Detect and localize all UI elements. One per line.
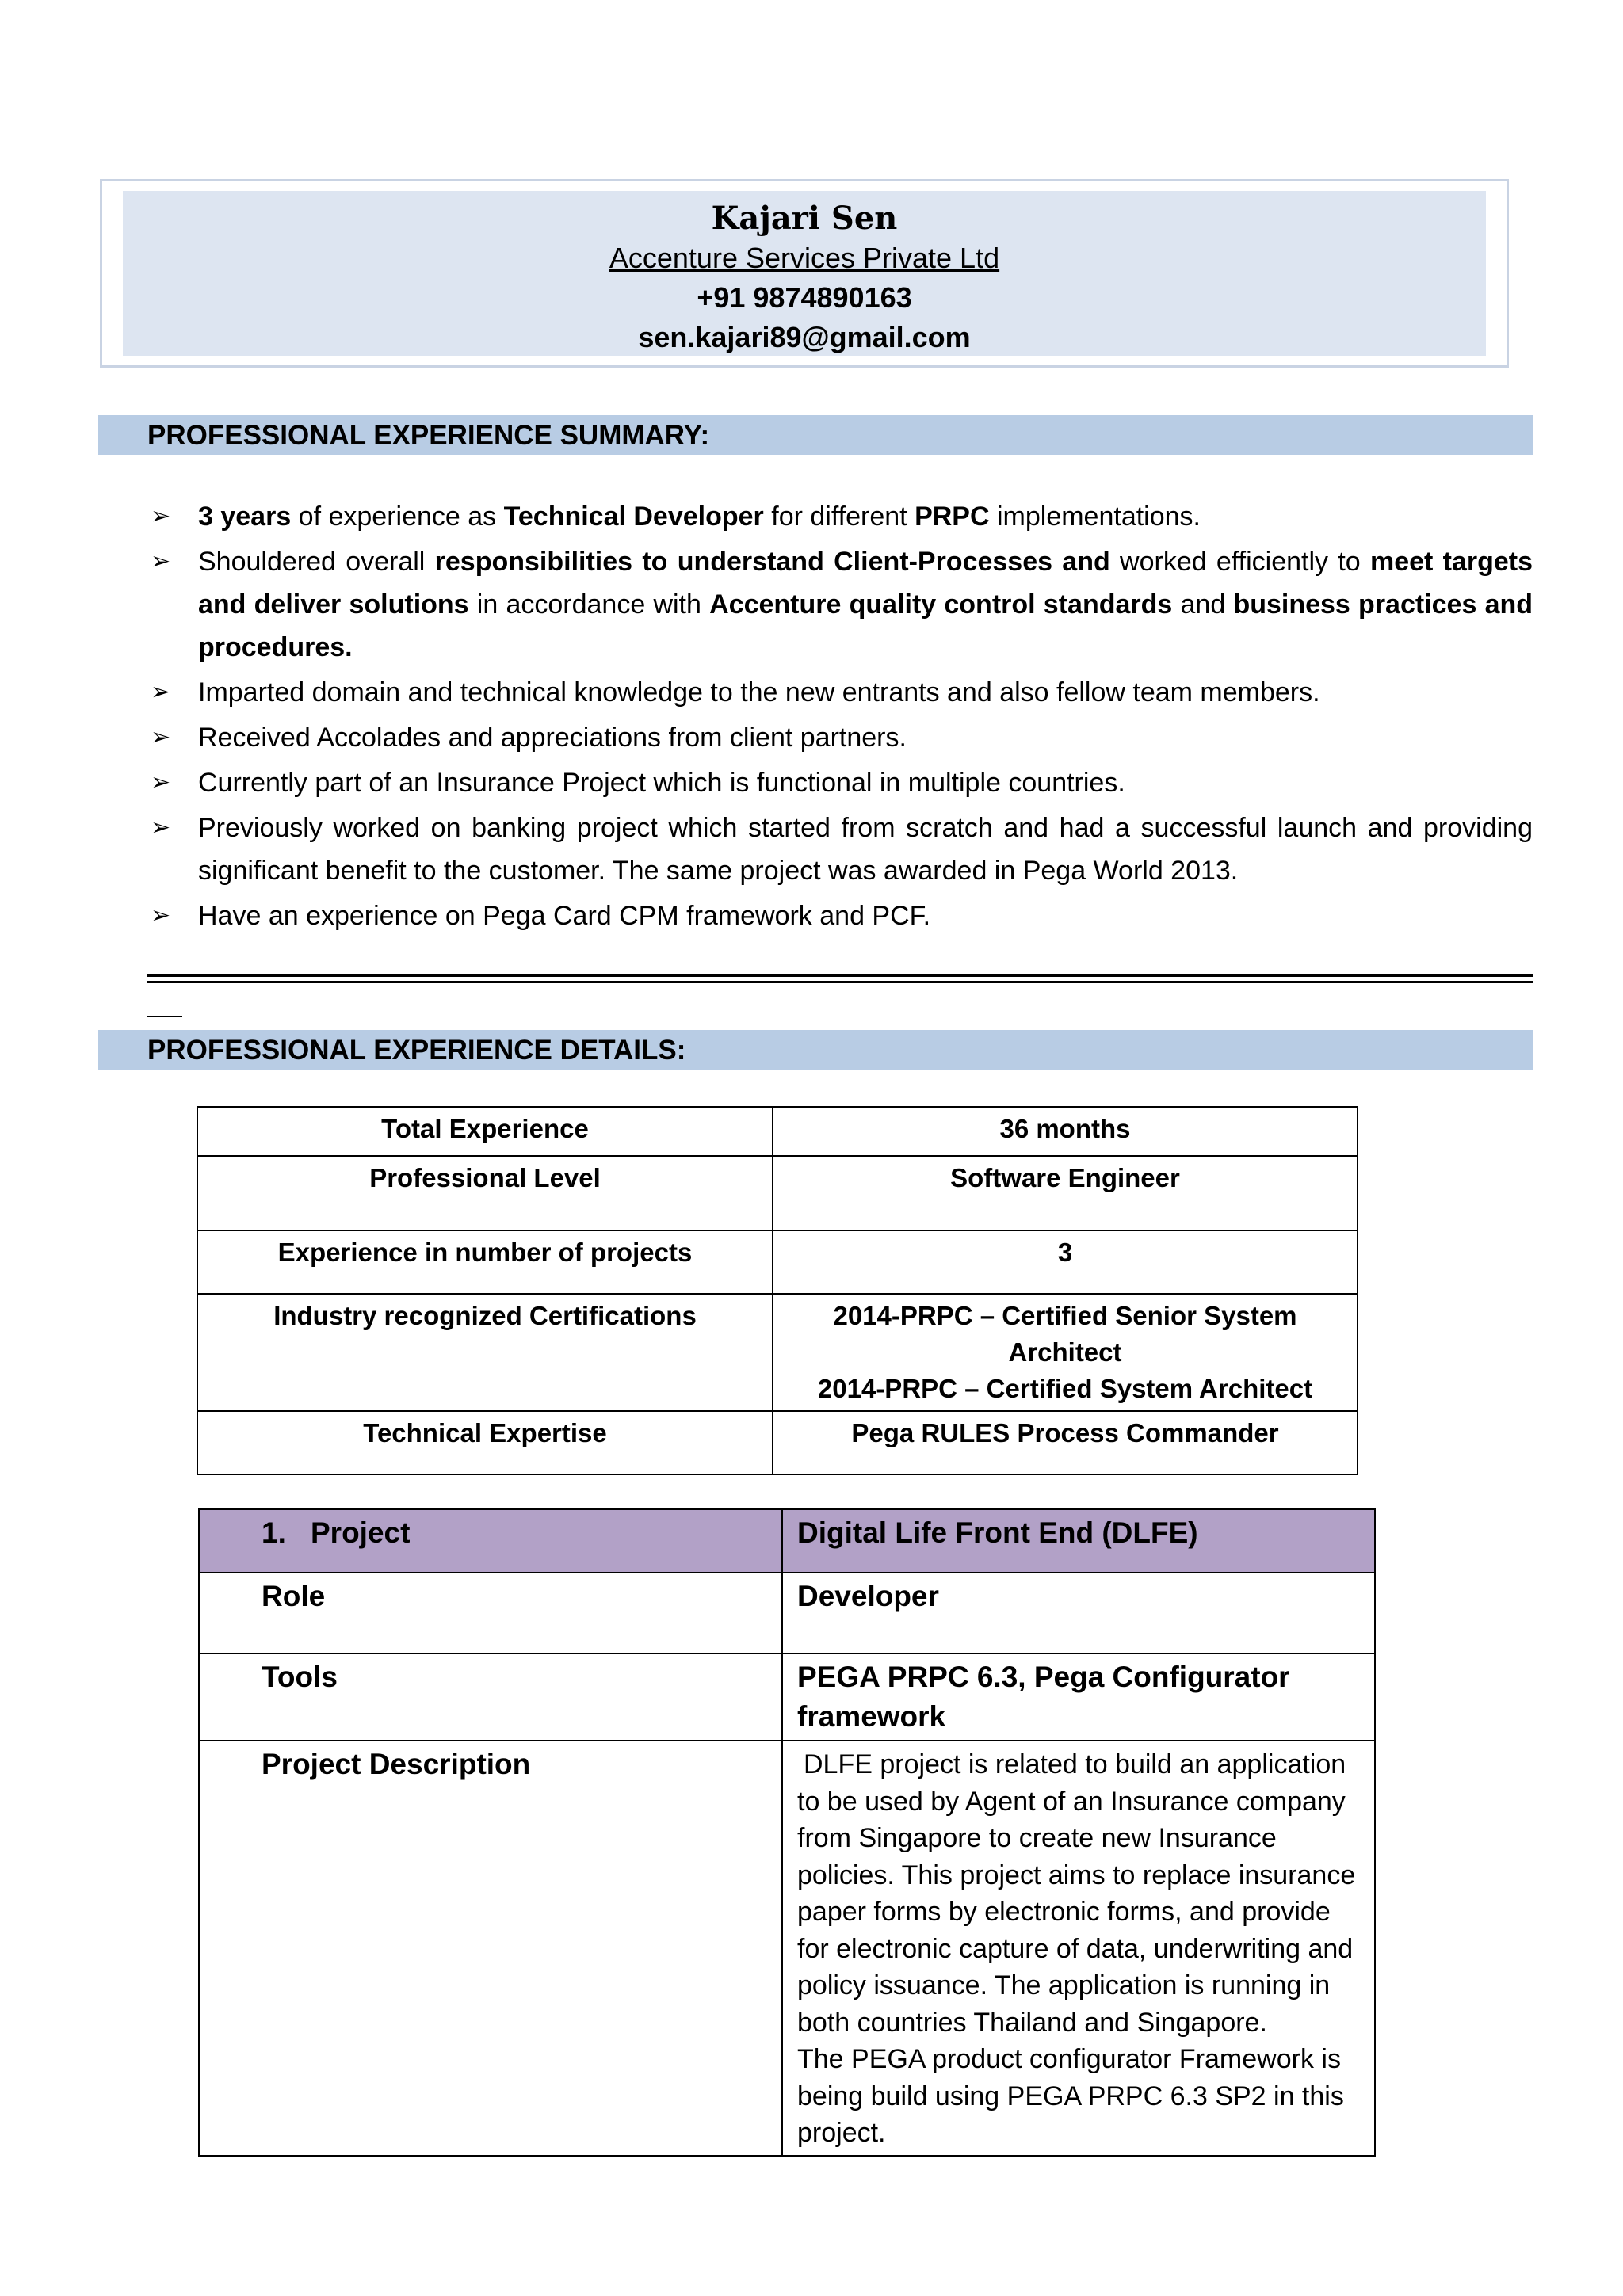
summary-section-bar xyxy=(98,415,1533,455)
project-name: Digital Life Front End (DLFE) xyxy=(782,1509,1375,1573)
table-cell-label: Industry recognized Certifications xyxy=(197,1294,773,1411)
contact-header-inner xyxy=(123,191,1486,356)
table-row xyxy=(197,1107,1358,1156)
table-row xyxy=(197,1411,1358,1474)
table-row xyxy=(197,1156,1358,1230)
section-divider xyxy=(147,974,1533,977)
certification: 2014-PRPC – Certified System Architect xyxy=(817,1374,1313,1403)
short-divider xyxy=(147,1016,182,1017)
description-paragraph: DLFE project is related to build an application to be used by Agent of an Insurance company from Singapore to create new Insurance policies. This project aims to replace insurance paper forms by electronic forms, and provide for electronic capture of data, underwriting and policy issuance. The application is running in both countries Thailand and Singapore. xyxy=(797,1749,1356,2038)
table-cell-label: Total Experience xyxy=(197,1107,773,1156)
arrow-bullet-icon: ➢ xyxy=(151,814,171,841)
contact-header xyxy=(100,179,1509,368)
summary-bullet-list xyxy=(147,495,1533,940)
table-row xyxy=(199,1653,1375,1741)
project-label-cell xyxy=(199,1509,782,1573)
summary-bullet: ➢ Have an experience on Pega Card CPM framework and PCF. xyxy=(147,894,1533,937)
arrow-bullet-icon: ➢ xyxy=(151,679,171,705)
section-divider xyxy=(147,981,1533,983)
table-cell-label: Professional Level xyxy=(197,1156,773,1230)
summary-bullet: ➢ Imparted domain and technical knowledge to the new entrants and also fellow team members. xyxy=(147,671,1533,714)
arrow-bullet-icon: ➢ xyxy=(151,769,171,795)
table-cell-value: Pega RULES Process Commander xyxy=(773,1411,1358,1474)
table-row xyxy=(197,1294,1358,1411)
certification: 2014-PRPC – Certified Senior System Architect xyxy=(833,1301,1297,1367)
tools-value: PEGA PRPC 6.3, Pega Configurator framework xyxy=(782,1653,1375,1741)
summary-bullet: ➢ Received Accolades and appreciations from client partners. xyxy=(147,716,1533,759)
table-cell-value xyxy=(773,1294,1358,1411)
company-name: Accenture Services Private Ltd xyxy=(609,242,1000,274)
arrow-bullet-icon: ➢ xyxy=(151,724,171,750)
summary-bullet: ➢ Previously worked on banking project which started from scratch and had a successful launch and providing significant benefit to the customer. The same project was awarded in Pega World 2013. xyxy=(147,807,1533,892)
project-number: 1. xyxy=(262,1516,286,1549)
candidate-name: Kajari Sen xyxy=(711,200,898,237)
arrow-bullet-icon: ➢ xyxy=(151,503,171,529)
description-value xyxy=(782,1741,1375,2156)
table-row xyxy=(199,1741,1375,2156)
table-row xyxy=(199,1573,1375,1653)
role-label: Role xyxy=(199,1573,782,1653)
email-address: sen.kajari89@gmail.com xyxy=(638,321,971,353)
tools-label: Tools xyxy=(199,1653,782,1741)
summary-bullet: ➢ Currently part of an Insurance Project which is functional in multiple countries. xyxy=(147,761,1533,804)
description-paragraph: The PEGA product configurator Framework is being build using PEGA PRPC 6.3 SP2 in this project. xyxy=(797,2044,1344,2148)
details-section-title: PROFESSIONAL EXPERIENCE DETAILS: xyxy=(147,1035,686,1066)
phone-number: +91 9874890163 xyxy=(697,281,912,314)
details-section-bar xyxy=(98,1030,1533,1070)
project-label: Project xyxy=(311,1516,411,1549)
experience-details-table xyxy=(197,1106,1358,1475)
arrow-bullet-icon: ➢ xyxy=(151,902,171,929)
table-cell-value: Software Engineer xyxy=(773,1156,1358,1230)
table-cell-value: 36 months xyxy=(773,1107,1358,1156)
table-cell-value: 3 xyxy=(773,1230,1358,1294)
summary-bullet: ➢ Shouldered overall responsibilities to understand Client-Processes and worked efficiently to meet targets and deliver solutions in accordance with Accenture quality control standards and business practices and procedures. xyxy=(147,540,1533,669)
summary-bullet: ➢ 3 years of experience as Technical Developer for different PRPC implementations. xyxy=(147,495,1533,538)
arrow-bullet-icon: ➢ xyxy=(151,548,171,574)
table-row xyxy=(197,1230,1358,1294)
project-table xyxy=(198,1508,1376,2157)
role-value: Developer xyxy=(782,1573,1375,1653)
summary-section-title: PROFESSIONAL EXPERIENCE SUMMARY: xyxy=(147,420,710,451)
table-cell-label: Experience in number of projects xyxy=(197,1230,773,1294)
description-label: Project Description xyxy=(199,1741,782,2156)
table-cell-label: Technical Expertise xyxy=(197,1411,773,1474)
project-header-row xyxy=(199,1509,1375,1573)
